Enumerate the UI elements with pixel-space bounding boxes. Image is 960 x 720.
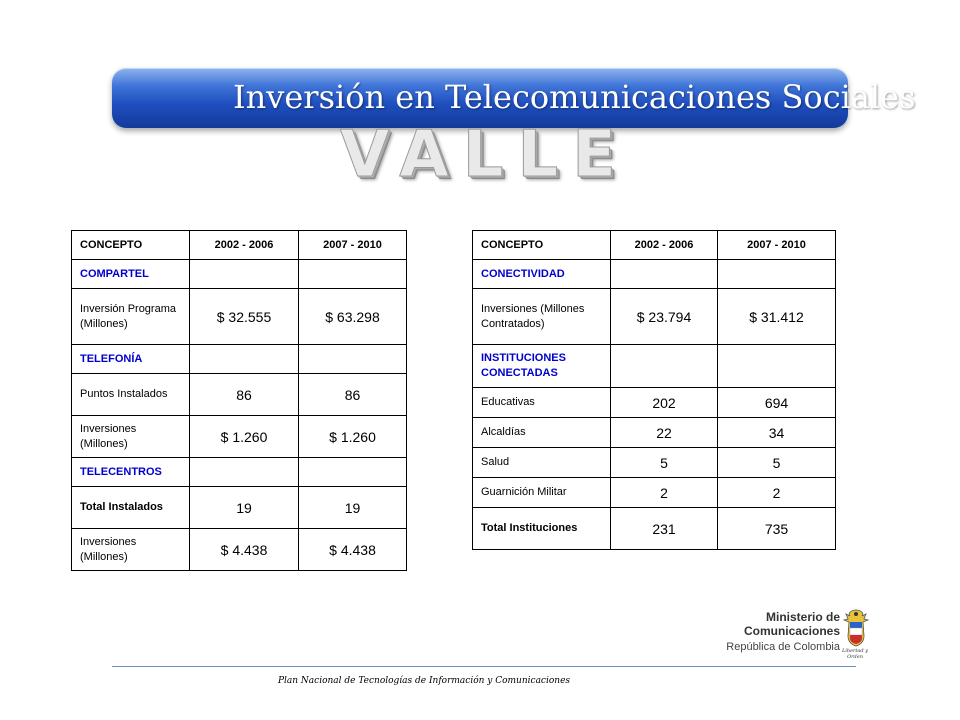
row-label: Inversiones (Millones) — [72, 416, 190, 458]
row-label: Educativas — [473, 388, 611, 418]
section-row-compartel — [72, 260, 407, 289]
value-2002-2006: $ 1.260 — [190, 416, 299, 458]
value-2002-2006: 22 — [611, 418, 718, 448]
table-row — [473, 478, 836, 508]
value-2002-2006: 202 — [611, 388, 718, 418]
value-2002-2006: $ 32.555 — [190, 289, 299, 345]
row-label: Salud — [473, 448, 611, 478]
value-2007-2010: 5 — [718, 448, 836, 478]
value-2002-2006: $ 23.794 — [611, 289, 718, 345]
section-title: TELECENTROS — [72, 458, 190, 487]
right-data-table — [472, 230, 836, 550]
value-2007-2010: 34 — [718, 418, 836, 448]
row-label: Total Instalados — [72, 487, 190, 529]
section-row-instituciones — [473, 345, 836, 388]
row-label: Puntos Instalados — [72, 374, 190, 416]
table-row — [473, 418, 836, 448]
value-2002-2006: 5 — [611, 448, 718, 478]
column-header: 2002 - 2006 — [611, 231, 718, 260]
value-2002-2006: 86 — [190, 374, 299, 416]
section-title: CONECTIVIDAD — [473, 260, 611, 289]
value-2007-2010: $ 31.412 — [718, 289, 836, 345]
page-title: Inversión en Telecomunicaciones Sociales — [233, 78, 916, 116]
table-header-row — [473, 231, 836, 260]
column-header: 2007 - 2010 — [299, 231, 407, 260]
value-2007-2010: 19 — [299, 487, 407, 529]
row-label: Total Instituciones — [473, 508, 611, 550]
row-label: Inversiones (Millones) — [72, 529, 190, 571]
value-2007-2010: $ 4.438 — [299, 529, 407, 571]
value-2007-2010: 2 — [718, 478, 836, 508]
section-title: COMPARTEL — [72, 260, 190, 289]
column-header: CONCEPTO — [473, 231, 611, 260]
footer-caption: Plan Nacional de Tecnologías de Información y Comunicaciones — [277, 676, 571, 686]
row-label: Inversiones (Millones Contratados) — [473, 289, 611, 345]
table-row — [473, 448, 836, 478]
column-header: 2002 - 2006 — [190, 231, 299, 260]
value-2002-2006: 19 — [190, 487, 299, 529]
row-label: Inversión Programa (Millones) — [72, 289, 190, 345]
table-row — [473, 289, 836, 345]
value-2007-2010: 86 — [299, 374, 407, 416]
table-row — [473, 388, 836, 418]
ministry-logo — [716, 608, 872, 664]
column-header: 2007 - 2010 — [718, 231, 836, 260]
value-2002-2006: 231 — [611, 508, 718, 550]
row-label: Alcaldías — [473, 418, 611, 448]
table-row — [72, 529, 407, 571]
logo-line-ministerio: Ministerio de — [765, 610, 840, 624]
logo-motto: Libertad y Orden — [841, 648, 869, 660]
table-row — [72, 289, 407, 345]
value-2002-2006: $ 4.438 — [190, 529, 299, 571]
logo-line-comunicaciones: Comunicaciones — [743, 624, 840, 638]
section-row-conectividad — [473, 260, 836, 289]
column-header: CONCEPTO — [72, 231, 190, 260]
section-row-telecentros — [72, 458, 407, 487]
table-row — [72, 487, 407, 529]
value-2007-2010: 735 — [718, 508, 836, 550]
table-row — [72, 374, 407, 416]
region-title: VALLE — [340, 118, 630, 192]
section-row-telefonia — [72, 345, 407, 374]
logo-line-republica: República de Colombia — [726, 641, 840, 653]
footer-divider — [112, 666, 856, 667]
row-label: Guarnición Militar — [473, 478, 611, 508]
section-title: INSTITUCIONES CONECTADAS — [473, 345, 611, 388]
coat-of-arms-icon — [842, 608, 870, 648]
value-2007-2010: $ 63.298 — [299, 289, 407, 345]
value-2002-2006: 2 — [611, 478, 718, 508]
table-row — [72, 416, 407, 458]
value-2007-2010: $ 1.260 — [299, 416, 407, 458]
table-row — [473, 508, 836, 550]
value-2007-2010: 694 — [718, 388, 836, 418]
section-title: TELEFONÍA — [72, 345, 190, 374]
table-header-row — [72, 231, 407, 260]
left-data-table — [71, 230, 407, 571]
